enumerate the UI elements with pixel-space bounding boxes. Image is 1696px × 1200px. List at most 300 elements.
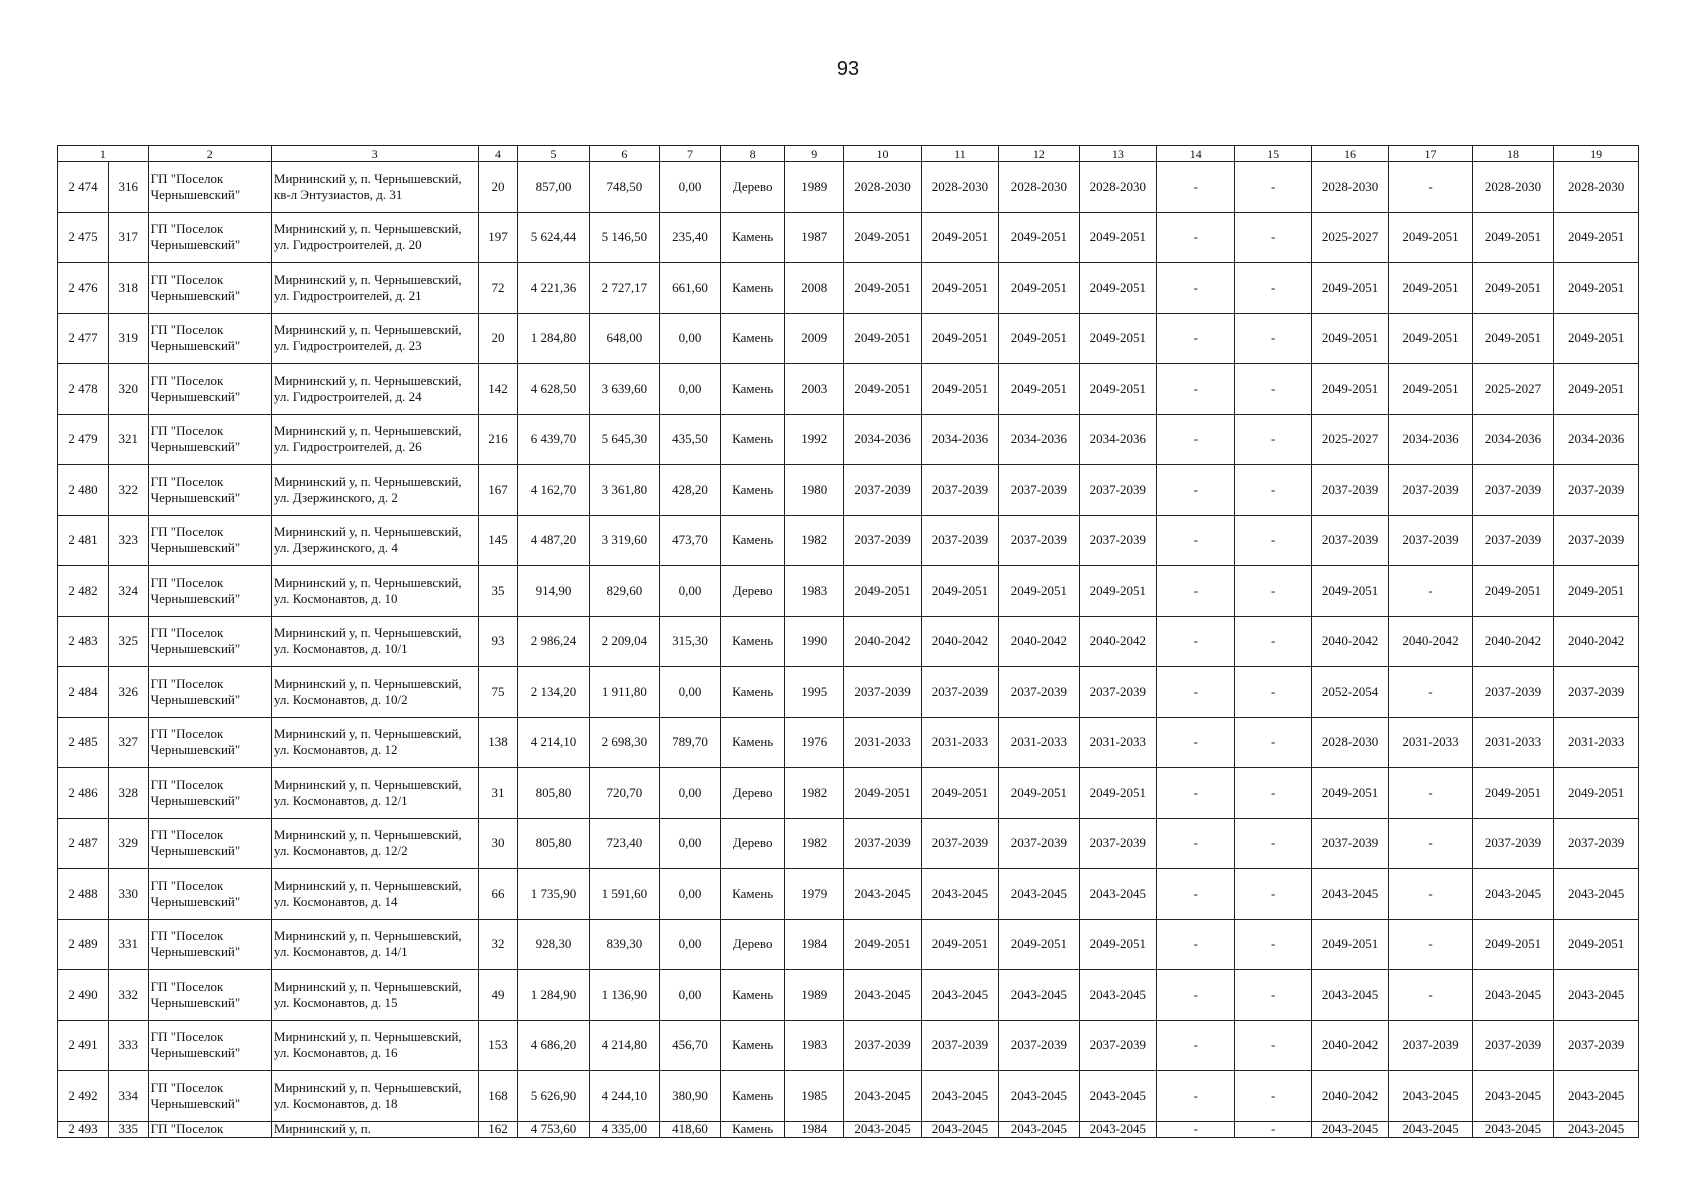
table-cell: 2049-2051 [1311,768,1388,819]
table-cell: 2034-2036 [844,414,921,465]
table-cell: 1983 [785,1020,844,1071]
table-cell: 324 [108,566,148,617]
table-cell: 473,70 [659,515,720,566]
table-cell: 168 [478,1071,518,1122]
table-cell: 2043-2045 [1311,869,1388,920]
table-cell: Камень [721,364,785,415]
table-cell: 2049-2051 [1079,364,1156,415]
table-cell: - [1389,667,1473,718]
table-cell: Мирнинский у, п. [271,1121,478,1137]
table-cell: 2028-2030 [1554,162,1639,213]
table-cell: ГП "Поселок Чернышевский" [148,717,271,768]
table-cell: 1989 [785,970,844,1021]
table-cell: 2037-2039 [844,515,921,566]
column-header: 10 [844,146,921,162]
table-cell: 2049-2051 [1079,919,1156,970]
table-cell: 2037-2039 [921,818,998,869]
column-number-row [58,146,1639,162]
table-cell: 333 [108,1020,148,1071]
table-cell: 72 [478,263,518,314]
table-cell: Мирнинский у, п. Чернышевский, ул. Гидростроителей, д. 26 [271,414,478,465]
table-cell: 0,00 [659,919,720,970]
table-cell: 2049-2051 [921,263,998,314]
table-cell: 839,30 [589,919,659,970]
table-cell: 2043-2045 [921,869,998,920]
table-cell: 1979 [785,869,844,920]
table-cell: 1984 [785,919,844,970]
table-cell: Дерево [721,162,785,213]
table-cell: 380,90 [659,1071,720,1122]
table-cell: - [1157,162,1235,213]
table-cell: 2037-2039 [844,465,921,516]
table-cell: 2034-2036 [1389,414,1473,465]
table-cell: 2037-2039 [1079,1020,1156,1071]
table-cell: 2049-2051 [999,212,1079,263]
table-cell: - [1235,263,1311,314]
table-cell: 2037-2039 [999,515,1079,566]
housing-register-table [57,145,1639,1138]
table-cell: 142 [478,364,518,415]
table-cell: 2028-2030 [1472,162,1553,213]
table-row [58,566,1639,617]
table-cell: 2043-2045 [1472,970,1553,1021]
column-header: 19 [1554,146,1639,162]
table-cell: Мирнинский у, п. Чернышевский, ул. Космонавтов, д. 10/2 [271,667,478,718]
table-cell: 2049-2051 [1472,313,1553,364]
table-cell: ГП "Поселок Чернышевский" [148,212,271,263]
table-cell: 2037-2039 [1079,465,1156,516]
table-cell: 4 214,10 [518,717,589,768]
table-cell: 2028-2030 [999,162,1079,213]
table-cell: 2049-2051 [999,313,1079,364]
table-cell: 5 624,44 [518,212,589,263]
column-header: 15 [1235,146,1311,162]
table-cell: 2052-2054 [1311,667,1388,718]
table-cell: Мирнинский у, п. Чернышевский, ул. Космонавтов, д. 10/1 [271,616,478,667]
table-cell: ГП "Поселок Чернышевский" [148,263,271,314]
table-cell: - [1235,313,1311,364]
table-cell: 2049-2051 [1389,364,1473,415]
table-cell: 2043-2045 [1389,1121,1473,1137]
table-cell: - [1389,869,1473,920]
table-cell: 2 482 [58,566,109,617]
table-cell: 49 [478,970,518,1021]
table-cell: - [1235,616,1311,667]
table-cell: - [1157,212,1235,263]
table-cell: 2031-2033 [844,717,921,768]
table-cell: 1989 [785,162,844,213]
table-row [58,616,1639,667]
table-cell: Дерево [721,919,785,970]
table-cell: ГП "Поселок Чернышевский" [148,768,271,819]
table-cell: Мирнинский у, п. Чернышевский, ул. Космонавтов, д. 12 [271,717,478,768]
table-cell: - [1235,667,1311,718]
table-cell: 2040-2042 [1389,616,1473,667]
table-cell: Мирнинский у, п. Чернышевский, ул. Космонавтов, д. 16 [271,1020,478,1071]
table-cell: 2043-2045 [1311,970,1388,1021]
table-cell: - [1157,414,1235,465]
table-cell: - [1157,515,1235,566]
page-number: 93 [836,58,860,80]
table-cell: 2043-2045 [1472,1071,1553,1122]
table-cell: 2037-2039 [999,1020,1079,1071]
table-cell: 2049-2051 [1311,919,1388,970]
table-cell: 2008 [785,263,844,314]
table-row [58,465,1639,516]
table-cell: 2031-2033 [921,717,998,768]
table-cell: 1 284,80 [518,313,589,364]
table-cell: 318 [108,263,148,314]
table-cell: 2 492 [58,1071,109,1122]
table-cell: 2037-2039 [999,818,1079,869]
table-cell: 75 [478,667,518,718]
table-cell: 2034-2036 [1079,414,1156,465]
table-cell: 5 626,90 [518,1071,589,1122]
table-row [58,970,1639,1021]
table-cell: 322 [108,465,148,516]
table-cell: 6 439,70 [518,414,589,465]
table-cell: 4 686,20 [518,1020,589,1071]
table-cell: 2049-2051 [1311,263,1388,314]
table-cell: 2034-2036 [921,414,998,465]
table-cell: ГП "Поселок Чернышевский" [148,667,271,718]
table-row [58,717,1639,768]
column-header: 9 [785,146,844,162]
table-cell: 235,40 [659,212,720,263]
table-cell: 2043-2045 [999,1121,1079,1137]
table-cell: 1990 [785,616,844,667]
table-cell: 1982 [785,818,844,869]
table-cell: 2 486 [58,768,109,819]
table-cell: 2049-2051 [921,566,998,617]
table-cell: - [1157,465,1235,516]
table-cell: 153 [478,1020,518,1071]
table-cell: 320 [108,364,148,415]
table-cell: 2037-2039 [921,667,998,718]
table-cell: 2040-2042 [1554,616,1639,667]
table-cell: 0,00 [659,162,720,213]
table-cell: - [1389,970,1473,1021]
table-cell: 323 [108,515,148,566]
table-cell: 4 244,10 [589,1071,659,1122]
column-header: 2 [148,146,271,162]
table-cell: 2049-2051 [1472,263,1553,314]
table-cell: 4 221,36 [518,263,589,314]
table-cell: 2 478 [58,364,109,415]
table-cell: 0,00 [659,869,720,920]
table-cell: Камень [721,414,785,465]
table-cell: 2040-2042 [1079,616,1156,667]
table-cell: 145 [478,515,518,566]
table-cell: 317 [108,212,148,263]
table-cell: 2049-2051 [1389,212,1473,263]
table-cell: Камень [721,869,785,920]
table-cell: 2037-2039 [1079,667,1156,718]
table-cell: - [1235,465,1311,516]
table-cell: 2037-2039 [1554,1020,1639,1071]
table-cell: 2049-2051 [844,212,921,263]
table-cell: 2037-2039 [1472,515,1553,566]
table-cell: Камень [721,667,785,718]
table-cell: 2037-2039 [1472,465,1553,516]
table-cell: 2 480 [58,465,109,516]
table-cell: 2 727,17 [589,263,659,314]
table-cell: 315,30 [659,616,720,667]
table-cell: 2037-2039 [1079,818,1156,869]
table-cell: 335 [108,1121,148,1137]
table-cell: 329 [108,818,148,869]
table-cell: ГП "Поселок Чернышевский" [148,818,271,869]
column-header: 14 [1157,146,1235,162]
table-cell: 914,90 [518,566,589,617]
table-cell: - [1235,212,1311,263]
table-cell: ГП "Поселок Чернышевский" [148,162,271,213]
table-cell: Камень [721,212,785,263]
table-cell: 4 753,60 [518,1121,589,1137]
table-row [58,313,1639,364]
table-cell: 2043-2045 [1389,1071,1473,1122]
table-cell: 435,50 [659,414,720,465]
table-cell: 30 [478,818,518,869]
table-cell: Камень [721,465,785,516]
table-cell: ГП "Поселок [148,1121,271,1137]
table-cell: 2 487 [58,818,109,869]
table-cell: 2037-2039 [1472,1020,1553,1071]
table-cell: 138 [478,717,518,768]
table-cell: 2037-2039 [1472,818,1553,869]
table-cell: - [1235,414,1311,465]
table-cell: 2043-2045 [1079,869,1156,920]
column-header: 3 [271,146,478,162]
table-cell: 2049-2051 [844,768,921,819]
table-cell: 2037-2039 [844,1020,921,1071]
table-cell: 2049-2051 [999,919,1079,970]
table-cell: 2049-2051 [1079,212,1156,263]
table-cell: 2037-2039 [1311,515,1388,566]
table-cell: ГП "Поселок Чернышевский" [148,1020,271,1071]
table-cell: Мирнинский у, п. Чернышевский, ул. Гидростроителей, д. 23 [271,313,478,364]
table-body [58,162,1639,1138]
table-cell: 2040-2042 [1311,1071,1388,1122]
table-cell: 1 591,60 [589,869,659,920]
table-cell: - [1235,566,1311,617]
table-cell: Мирнинский у, п. Чернышевский, ул. Дзержинского, д. 4 [271,515,478,566]
column-header: 4 [478,146,518,162]
table-cell: 2049-2051 [1554,768,1639,819]
table-cell: 325 [108,616,148,667]
table-cell: - [1235,1020,1311,1071]
column-header: 6 [589,146,659,162]
table-cell: 1992 [785,414,844,465]
table-cell: 4 335,00 [589,1121,659,1137]
table-cell: 31 [478,768,518,819]
column-header: 5 [518,146,589,162]
table-cell: - [1157,919,1235,970]
column-header: 1 [58,146,149,162]
table-cell: 2043-2045 [921,1071,998,1122]
table-cell: 428,20 [659,465,720,516]
table-cell: 2043-2045 [844,1121,921,1137]
table-cell: 2043-2045 [1554,869,1639,920]
table-cell: 2037-2039 [1472,667,1553,718]
table-cell: 2049-2051 [1079,313,1156,364]
table-cell: Камень [721,970,785,1021]
table-cell: 2028-2030 [921,162,998,213]
table-cell: - [1157,263,1235,314]
table-cell: 4 487,20 [518,515,589,566]
table-cell: Мирнинский у, п. Чернышевский, ул. Гидростроителей, д. 20 [271,212,478,263]
table-cell: 2049-2051 [999,263,1079,314]
table-cell: 3 319,60 [589,515,659,566]
table-cell: 2049-2051 [844,364,921,415]
table-cell: 2 491 [58,1020,109,1071]
table-cell: 2049-2051 [1311,364,1388,415]
table-cell: 2049-2051 [999,364,1079,415]
table-row [58,818,1639,869]
table-cell: Мирнинский у, п. Чернышевский, ул. Космонавтов, д. 10 [271,566,478,617]
table-cell: 1982 [785,768,844,819]
table-cell: 2031-2033 [999,717,1079,768]
table-cell: Мирнинский у, п. Чернышевский, ул. Космонавтов, д. 15 [271,970,478,1021]
table-row [58,869,1639,920]
table-cell: 2 134,20 [518,667,589,718]
table-cell: 2037-2039 [1554,818,1639,869]
table-cell: - [1235,768,1311,819]
table-cell: 20 [478,162,518,213]
table-row [58,919,1639,970]
table-cell: - [1235,515,1311,566]
table-cell: 2028-2030 [1311,717,1388,768]
table-cell: 723,40 [589,818,659,869]
table-cell: 805,80 [518,768,589,819]
table-cell: 2031-2033 [1472,717,1553,768]
table-cell: 1 911,80 [589,667,659,718]
table-cell: 2 986,24 [518,616,589,667]
table-cell: 2037-2039 [1311,465,1388,516]
table-cell: 2049-2051 [1472,919,1553,970]
table-cell: 2 477 [58,313,109,364]
table-cell: Мирнинский у, п. Чернышевский, ул. Гидростроителей, д. 24 [271,364,478,415]
table-cell: 2040-2042 [1472,616,1553,667]
table-cell: Дерево [721,818,785,869]
column-header: 11 [921,146,998,162]
table-cell: 2040-2042 [1311,1020,1388,1071]
table-cell: 2 474 [58,162,109,213]
table-cell: 2043-2045 [844,1071,921,1122]
table-cell: Камень [721,717,785,768]
table-cell: 334 [108,1071,148,1122]
table-cell: 2043-2045 [844,970,921,1021]
table-cell: Мирнинский у, п. Чернышевский, ул. Космонавтов, д. 18 [271,1071,478,1122]
table-cell: 2040-2042 [1311,616,1388,667]
table-cell: 2049-2051 [1079,768,1156,819]
table-cell: 5 146,50 [589,212,659,263]
table-row [58,263,1639,314]
table-cell: ГП "Поселок Чернышевский" [148,566,271,617]
table-cell: 162 [478,1121,518,1137]
table-cell: 720,70 [589,768,659,819]
table-cell: 327 [108,717,148,768]
table-cell: 2037-2039 [1554,515,1639,566]
table-cell: 2049-2051 [1079,263,1156,314]
table-cell: 2003 [785,364,844,415]
column-header: 8 [721,146,785,162]
table-cell: 2049-2051 [1554,313,1639,364]
table-cell: 35 [478,566,518,617]
table-cell: 1984 [785,1121,844,1137]
table-cell: 2049-2051 [1311,566,1388,617]
table-cell: - [1157,970,1235,1021]
table-cell: 829,60 [589,566,659,617]
table-cell: ГП "Поселок Чернышевский" [148,465,271,516]
table-cell: - [1157,566,1235,617]
table-cell: 2040-2042 [921,616,998,667]
table-cell: ГП "Поселок Чернышевский" [148,970,271,1021]
table-cell: - [1157,1071,1235,1122]
table-cell: - [1157,869,1235,920]
column-header: 12 [999,146,1079,162]
table-cell: 2043-2045 [921,1121,998,1137]
table-cell: 0,00 [659,566,720,617]
table-cell: Камень [721,515,785,566]
table-cell: 2040-2042 [999,616,1079,667]
table-cell: Мирнинский у, п. Чернышевский, ул. Гидростроителей, д. 21 [271,263,478,314]
table-cell: 2 209,04 [589,616,659,667]
table-cell: 2043-2045 [921,970,998,1021]
table-row [58,162,1639,213]
table-cell: 2037-2039 [1311,818,1388,869]
table-cell: - [1157,1020,1235,1071]
table-cell: 3 361,80 [589,465,659,516]
table-cell: 2034-2036 [999,414,1079,465]
table-cell: 2043-2045 [1554,1071,1639,1122]
table-cell: 2 698,30 [589,717,659,768]
table-cell: 2043-2045 [844,869,921,920]
table-row [58,515,1639,566]
table-cell: 2049-2051 [844,566,921,617]
table-cell: Камень [721,263,785,314]
table-cell: 1985 [785,1071,844,1122]
table-cell: 2028-2030 [844,162,921,213]
table-cell: 0,00 [659,313,720,364]
table-cell: 2049-2051 [1389,263,1473,314]
table-cell: 2049-2051 [1389,313,1473,364]
table-cell: - [1235,717,1311,768]
table-cell: 2049-2051 [1472,566,1553,617]
column-header: 17 [1389,146,1473,162]
table-cell: 1 284,90 [518,970,589,1021]
table-cell: 1976 [785,717,844,768]
table-row [58,364,1639,415]
table-cell: 0,00 [659,364,720,415]
table-cell: Дерево [721,768,785,819]
table-cell: 2049-2051 [1554,263,1639,314]
table-cell: 2031-2033 [1389,717,1473,768]
table-cell: 2049-2051 [999,768,1079,819]
table-cell: 5 645,30 [589,414,659,465]
table-cell: 1983 [785,566,844,617]
table-cell: 2025-2027 [1311,414,1388,465]
table-cell: 2034-2036 [1554,414,1639,465]
table-cell: 748,50 [589,162,659,213]
table-cell: 2 479 [58,414,109,465]
table-cell: 661,60 [659,263,720,314]
table-cell: 2043-2045 [1079,1121,1156,1137]
table-cell: 197 [478,212,518,263]
table-cell: 2037-2039 [1389,465,1473,516]
table-cell: 2043-2045 [1311,1121,1388,1137]
table-cell: 2037-2039 [1554,465,1639,516]
